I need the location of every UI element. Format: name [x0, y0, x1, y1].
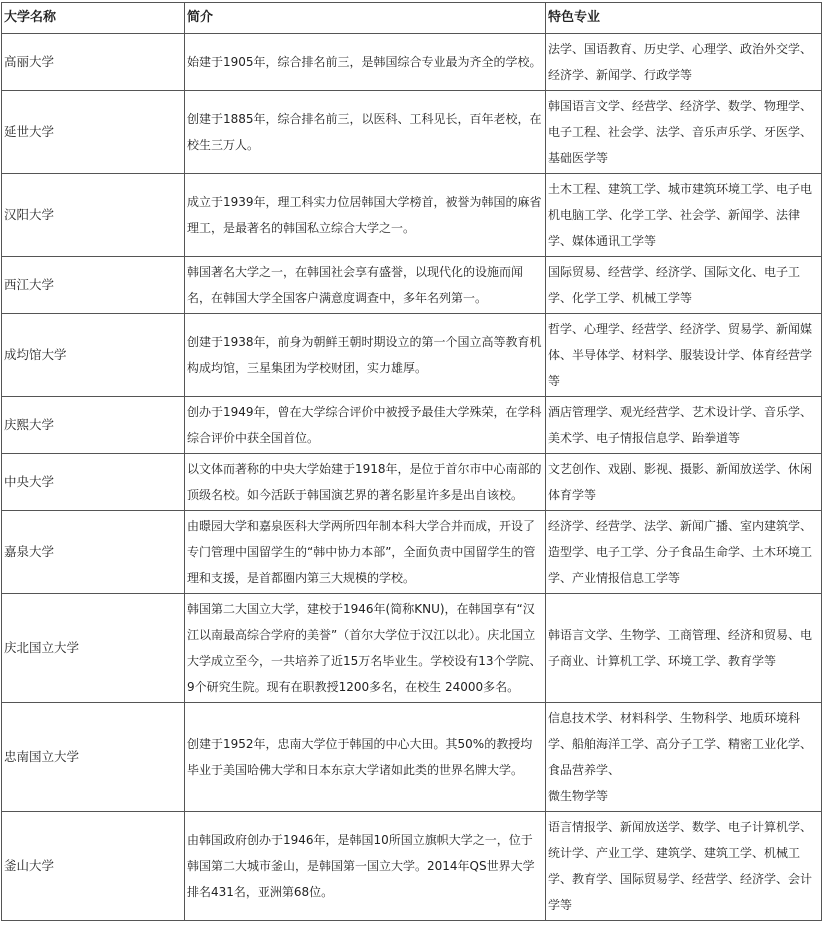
university-intro: 由暻园大学和嘉泉医科大学两所四年制本科大学合并而成，开设了专门管理中国留学生的“韩中协力本部”，全面负责中国留学生的管理和支援，是首都圈内第三大规模的学校。 [185, 511, 546, 594]
table-row [2, 511, 822, 594]
table-row [2, 314, 822, 397]
header-name: 大学名称 [2, 3, 185, 34]
university-intro: 创建于1938年，前身为朝鲜王朝时期设立的第一个国立高等教育机构成均馆，三星集团为学校财团，实力雄厚。 [185, 314, 546, 397]
university-name: 延世大学 [2, 91, 185, 174]
table-row [2, 91, 822, 174]
university-name: 高丽大学 [2, 34, 185, 91]
university-majors: 文艺创作、戏剧、影视、摄影、新闻放送学、休闲体育学等 [546, 454, 822, 511]
university-majors: 语言情报学、新闻放送学、数学、电子计算机学、统计学、产业工学、建筑学、建筑工学、机械工学、教育学、国际贸易学、经营学、经济学、会计学等 [546, 812, 822, 921]
university-majors: 韩语言文学、生物学、工商管理、经济和贸易、电子商业、计算机工学、环境工学、教育学等 [546, 594, 822, 703]
university-majors: 信息技术学、材料科学、生物科学、地质环境科学、船舶海洋工学、高分子工学、精密工业化学、食品营养学、 微生物学等 [546, 703, 822, 812]
university-intro: 由韩国政府创办于1946年，是韩国10所国立旗帜大学之一，位于韩国第二大城市釜山，是韩国第一国立大学。2014年QS世界大学排名431名，亚洲第68位。 [185, 812, 546, 921]
university-intro: 以文体而著称的中央大学始建于1918年，是位于首尔市中心南部的顶级名校。如今活跃于韩国演艺界的著名影星许多是出自该校。 [185, 454, 546, 511]
university-name: 嘉泉大学 [2, 511, 185, 594]
university-name: 汉阳大学 [2, 174, 185, 257]
university-majors: 土木工程、建筑工学、城市建筑环境工学、电子电机电脑工学、化学工学、社会学、新闻学、法律学、媒体通讯工学等 [546, 174, 822, 257]
university-name: 西江大学 [2, 257, 185, 314]
table-row [2, 34, 822, 91]
university-majors: 国际贸易、经营学、经济学、国际文化、电子工学、化学工学、机械工学等 [546, 257, 822, 314]
table-row [2, 812, 822, 921]
header-row [2, 3, 822, 34]
university-name: 忠南国立大学 [2, 703, 185, 812]
university-majors: 韩国语言文学、经营学、经济学、数学、物理学、电子工程、社会学、法学、音乐声乐学、牙医学、基础医学等 [546, 91, 822, 174]
university-intro: 创建于1952年，忠南大学位于韩国的中心大田。其50%的教授均毕业于美国哈佛大学和日本东京大学诸如此类的世界名牌大学。 [185, 703, 546, 812]
university-name: 成均馆大学 [2, 314, 185, 397]
university-table [1, 2, 822, 921]
university-majors: 经济学、经营学、法学、新闻广播、室内建筑学、造型学、电子工学、分子食品生命学、土木环境工学、产业情报信息工学等 [546, 511, 822, 594]
header-majors: 特色专业 [546, 3, 822, 34]
university-intro: 韩国著名大学之一，在韩国社会享有盛誉，以现代化的设施而闻名，在韩国大学全国客户满意度调查中，多年名列第一。 [185, 257, 546, 314]
table-row [2, 174, 822, 257]
university-intro: 成立于1939年，理工科实力位居韩国大学榜首，被誉为韩国的麻省理工，是最著名的韩国私立综合大学之一。 [185, 174, 546, 257]
university-majors: 哲学、心理学、经营学、经济学、贸易学、新闻媒体、半导体学、材料学、服装设计学、体育经营学等 [546, 314, 822, 397]
table-body [2, 34, 822, 921]
university-name: 庆北国立大学 [2, 594, 185, 703]
university-name: 庆熙大学 [2, 397, 185, 454]
university-majors: 酒店管理学、观光经营学、艺术设计学、音乐学、美术学、电子情报信息学、跆拳道等 [546, 397, 822, 454]
university-intro: 创建于1885年，综合排名前三，以医科、工科见长，百年老校，在校生三万人。 [185, 91, 546, 174]
university-intro: 创办于1949年，曾在大学综合评价中被授予最佳大学殊荣，在学科综合评价中获全国首位。 [185, 397, 546, 454]
header-intro: 简介 [185, 3, 546, 34]
table-row [2, 397, 822, 454]
table-row [2, 594, 822, 703]
table-row [2, 454, 822, 511]
university-intro: 始建于1905年，综合排名前三，是韩国综合专业最为齐全的学校。 [185, 34, 546, 91]
university-name: 釜山大学 [2, 812, 185, 921]
table-row [2, 703, 822, 812]
table-row [2, 257, 822, 314]
university-majors: 法学、国语教育、历史学、心理学、政治外交学、经济学、新闻学、行政学等 [546, 34, 822, 91]
university-name: 中央大学 [2, 454, 185, 511]
university-intro: 韩国第二大国立大学，建校于1946年(简称KNU)，在韩国享有“汉江以南最高综合学府的美誉”（首尔大学位于汉江以北）。庆北国立大学成立至今，一共培养了近15万名毕业生。学校设有13个学院、9个研究生院。现有在职教授1200多名，在校生 24000多名。 [185, 594, 546, 703]
